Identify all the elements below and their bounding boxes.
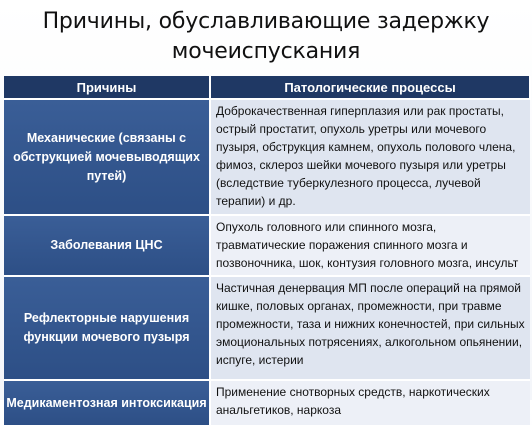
process-cell: Применение снотворных средств, наркотических анальгетиков, наркоза	[210, 380, 530, 425]
cause-cell: Медикаментозная интоксикация	[4, 380, 210, 425]
cause-cell: Рефлекторные нарушения функции мочевого пузыря	[4, 276, 210, 380]
process-cell: Частичная денервация МП после операций на прямой кишке, половых органах, промежности, при травме промежности, таза и нижних конечностей, при сильных эмоциональных потрясениях, алкогольном опьянении, испуге, истерии	[210, 276, 530, 380]
page-title	[0, 0, 532, 74]
process-cell: Доброкачественная гиперплазия или рак простаты, острый простатит, опухоль уретры или мочевого пузыря, обструкция камнем, опухоль полового члена, фимоз, склероз шейки мочевого пузыря или уретры (вследствие туберкулезного процесса, лучевой терапии) и др.	[210, 99, 530, 215]
title-line-2: мочеиспускания	[171, 39, 361, 64]
process-cell: Опухоль головного или спинного мозга, травматические поражения спинного мозга и позвоночника, шок, контузия головного мозга, инсульт	[210, 215, 530, 276]
table-row	[4, 99, 530, 215]
cause-cell: Заболевания ЦНС	[4, 215, 210, 276]
table-row	[4, 380, 530, 425]
header-processes: Патологические процессы	[210, 76, 530, 99]
title-line-1: Причины, обуславливающие задержку	[42, 9, 490, 34]
table-header-row	[4, 76, 530, 99]
header-causes: Причины	[4, 76, 210, 99]
causes-table	[4, 76, 531, 425]
cause-cell: Механические (связаны с обструкцией мочевыводящих путей)	[4, 99, 210, 215]
table-row	[4, 276, 530, 380]
table-row	[4, 215, 530, 276]
